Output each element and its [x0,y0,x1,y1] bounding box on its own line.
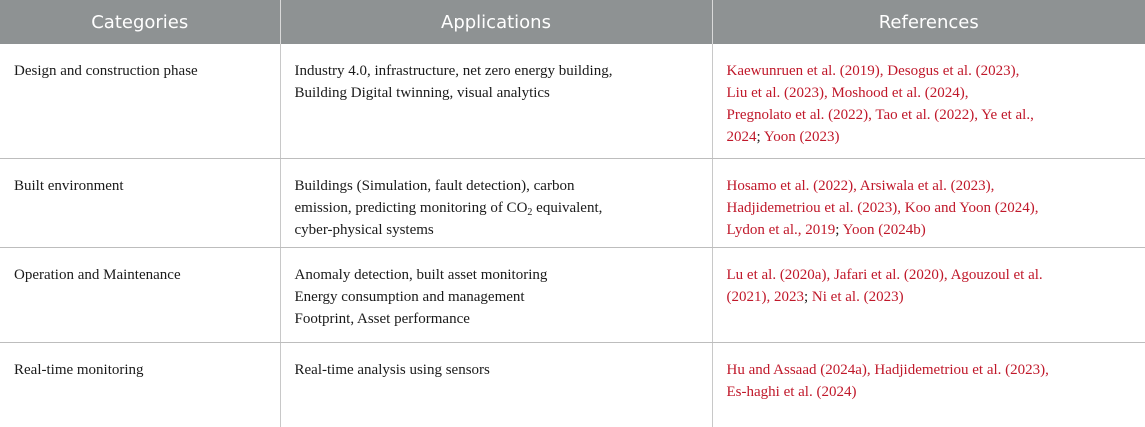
reference-link[interactable]: Ni et al. (2023) [812,289,904,305]
references-cell [712,248,1145,343]
category-cell [0,159,280,248]
category-cell [0,343,280,427]
reference-link[interactable]: (2021), 2023 [727,289,805,305]
header-references: References [712,0,1145,44]
reference-link[interactable]: 2024 [727,129,757,145]
reference-separator: ; [804,289,812,305]
header-applications: Applications [280,0,712,44]
reference-separator: ; [835,222,842,238]
category-text: Real-time monitoring [14,359,268,381]
reference-line: Kaewunruen et al. (2019), Desogus et al. (2023), [727,60,1134,82]
applications-line: Energy consumption and management [295,286,700,308]
reference-line: Pregnolato et al. (2022), Tao et al. (2022), Ye et al., [727,104,1134,126]
reference-line [727,219,1134,241]
reference-line: Hadjidemetriou et al. (2023), Koo and Yoon (2024), [727,197,1134,219]
applications-cell [280,248,712,343]
applications-line: Anomaly detection, built asset monitoring [295,264,700,286]
applications-text: emission, predicting monitoring of CO [295,200,528,216]
applications-line: cyber-physical systems [295,219,700,241]
applications-line: Footprint, Asset performance [295,308,700,330]
category-cell [0,44,280,159]
subscript-text: 2 [527,207,532,218]
applications-line: Building Digital twinning, visual analytics [295,82,700,104]
table-row [0,44,1145,159]
header-categories: Categories [0,0,280,44]
applications-text: equivalent, [532,200,602,216]
reference-separator: ; [757,129,764,145]
applications-line [295,197,700,219]
applications-cell [280,343,712,427]
reference-line: Es-haghi et al. (2024) [727,381,1134,403]
applications-cell [280,44,712,159]
category-text: Design and construction phase [14,60,268,82]
reference-line [727,126,1134,148]
header-row [0,0,1145,44]
table-row [0,248,1145,343]
references-cell [712,343,1145,427]
reference-link[interactable]: Yoon (2023) [764,129,840,145]
category-cell [0,248,280,343]
applications-line: Industry 4.0, infrastructure, net zero energy building, [295,60,700,82]
applications-line: Real-time analysis using sensors [295,359,700,381]
reference-line [727,286,1134,308]
reference-line: Liu et al. (2023), Moshood et al. (2024), [727,82,1134,104]
category-text: Built environment [14,175,268,197]
references-cell [712,44,1145,159]
table-row [0,159,1145,248]
reference-link[interactable]: Yoon (2024b) [843,222,926,238]
applications-cell [280,159,712,248]
references-cell [712,159,1145,248]
table-row [0,343,1145,427]
reference-line: Hu and Assaad (2024a), Hadjidemetriou et al. (2023), [727,359,1134,381]
reference-link[interactable]: Lydon et al., 2019 [727,222,836,238]
category-text: Operation and Maintenance [14,264,268,286]
applications-line: Buildings (Simulation, fault detection), carbon [295,175,700,197]
reference-line: Hosamo et al. (2022), Arsiwala et al. (2023), [727,175,1134,197]
reference-line: Lu et al. (2020a), Jafari et al. (2020), Agouzoul et al. [727,264,1134,286]
